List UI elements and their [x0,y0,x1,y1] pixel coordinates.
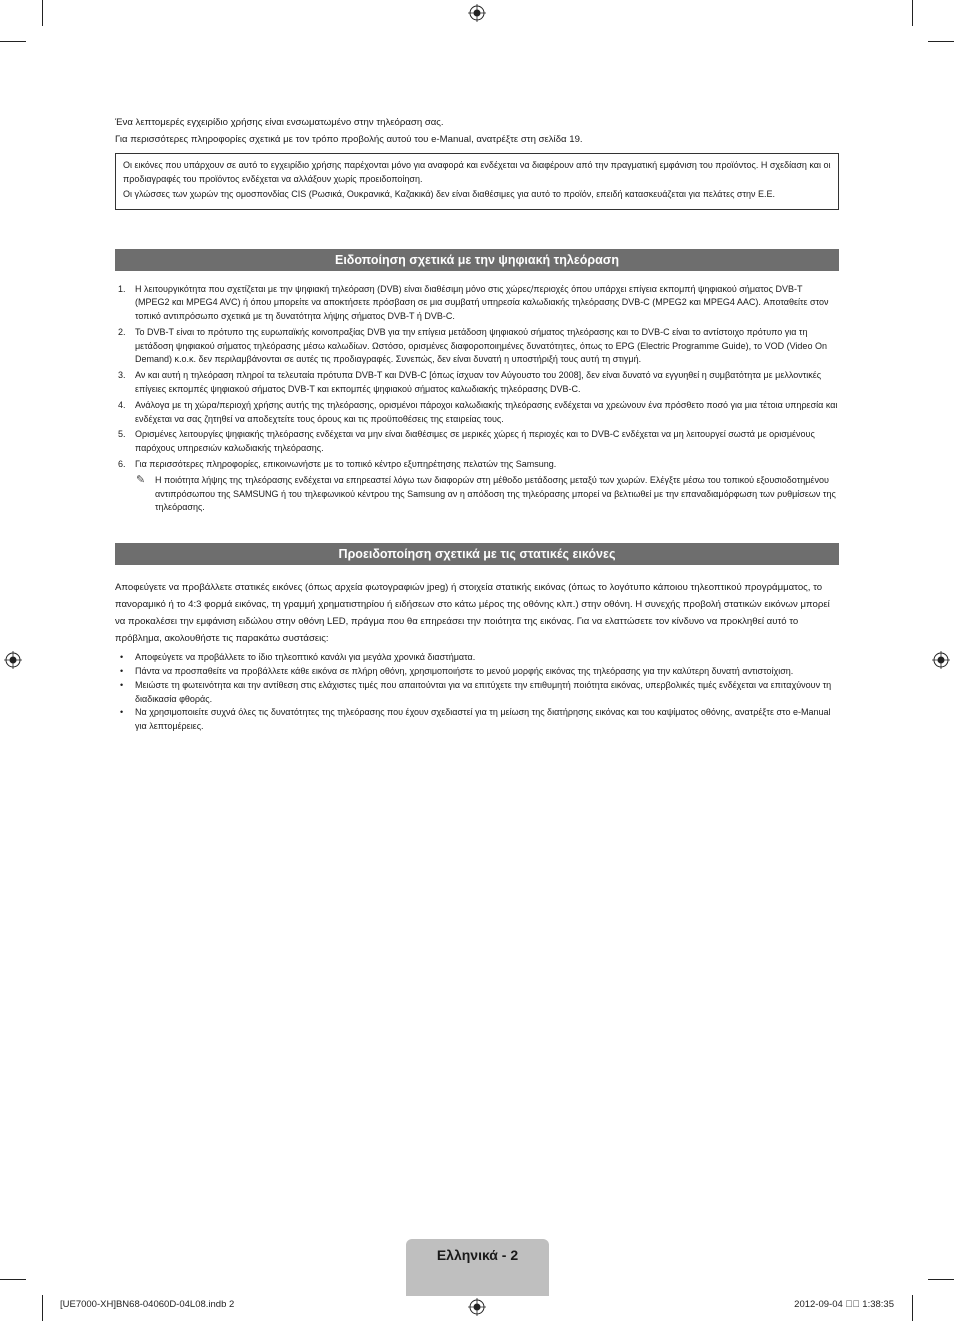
crop-mark [928,41,954,42]
footer-timestamp: 2012-09-04 ￿￿ 1:38:35 [794,1299,894,1310]
page-number-tab [406,1239,549,1296]
list-item [115,369,839,397]
crop-mark [928,1279,954,1280]
item-text: Πάντα να προσπαθείτε να προβάλλετε κάθε εικόνα σε πλήρη οθόνη, χρησιμοποιήστε το μενού μορφής εικόνας της τηλεόρασης για την καλύτερη δυνατή αντιστοίχιση. [135,666,794,677]
list-item [115,283,839,324]
item-number: 6. [118,459,126,470]
numbered-list [115,283,839,472]
warning-paragraph: Αποφεύγετε να προβάλλετε στατικές εικόνες (όπως αρχεία φωτογραφιών jpeg) ή στοιχεία στατικής εικόνας (όπως το λογότυπο κάποιου τηλεοπτικού προγράμματος, το πανοραμικό ή το 4:3 φορμά εικόνας, τη γραμμή χρηματιστηρίου ή ειδήσεων στο κάτω μέρος της οθόνης κλπ.) στην οθόνη. Η συνεχής προβολή στατικών εικόνων μπορεί να προκαλέσει την εμφάνιση ειδώλου στην οθόνη LED, πράγμα που θα επηρεάσει την ποιότητα της εικόνας. Για να ελαττώσετε τον κίνδυνο να προκληθεί αυτό το πρόβλημα, ακολουθήστε τις παρακάτω συστάσεις: [115,582,830,645]
crop-mark [912,1295,913,1321]
item-number: 1. [118,283,126,294]
item-text: Για περισσότερες πληροφορίες, επικοινωνήστε με το τοπικό κέντρο εξυπηρέτησης πελατών της Samsung. [135,459,557,470]
item-text: Αν και αυτή η τηλεόραση πληροί τα τελευταία πρότυπα DVB-T και DVB-C [όπως ίσχυαν τον Αύγουστο του 2008], δεν είναι δυνατό να εγγυηθεί η συμβατότητα με μελλοντικές επίγειες εκπομπές ψηφιακού σήματος DVB-T και εκπομπές ψηφιακού σήματος καλωδιακής τηλεόρασης DVB-C. [135,370,822,395]
list-item [115,679,839,707]
section-heading: Ειδοποίηση σχετικά με την ψηφιακή τηλεόραση [115,249,839,271]
item-text: Η λειτουργικότητα που σχετίζεται με την ψηφιακή τηλεόραση (DVB) είναι διαθέσιμη μόνο στις χώρες/περιοχές όπου υπάρχει επίγεια εκπομπή ψηφιακού σήματος DVB-T (MPEG2 και MPEG4 AVC) ή όπου μπορείτε να αποκτήσετε πρόσβαση σε μια συμβατή υπηρεσία καλωδιακής τηλεόρασης DVB-C (MPEG2 και MPEG4 AAC). Αποταθείτε στον τοπικό αντιπρόσωπο σχετικά με τη δυνατότητα λήψης σήματος DVB-T ή DVB-C. [135,283,829,322]
list-item [115,326,839,367]
page-number: Ελληνικά - 2 [436,1247,519,1263]
list-item [115,428,839,456]
crop-mark [0,1279,26,1280]
crop-mark [0,41,26,42]
bullet-icon: • [120,652,124,663]
bullet-icon: • [120,666,124,677]
crop-mark [42,0,43,26]
registration-mark-icon [932,651,950,669]
sub-note [115,474,839,515]
list-item [115,651,839,665]
registration-mark-icon [4,651,22,669]
page-content [115,116,839,734]
item-text: Το DVB-T είναι το πρότυπο της ευρωπαϊκής κοινοπραξίας DVB για την επίγεια μετάδοση ψηφιακού σήματος τηλεόρασης και το DVB-C είναι το αντίστοιχο πρότυπο για τη μετάδοση ψηφιακού σήματος τηλεόρασης μέσω καλωδίων. Ωστόσο, ορισμένες διαφοροποιημένες δυνατότητες, όπως το EPG (Electric Programme Guide), το VOD (Video On Demand) κ.ο.κ. δεν περιλαμβάνονται σε αυτές τις προδιαγραφές. Συνεπώς, δεν είναι δυνατή η υποστήριξή τους αυτή τη στιγμή. [135,326,827,365]
section-heading: Προειδοποίηση σχετικά με τις στατικές εικόνες [115,543,839,565]
item-text: Αποφεύγετε να προβάλλετε το ίδιο τηλεοπτικό κανάλι για μεγάλα χρονικά διαστήματα. [135,652,476,663]
notice-box [115,153,839,210]
item-text: Ορισμένες λειτουργίες ψηφιακής τηλεόρασης ενδέχεται να μην είναι διαθέσιμες σε μερικές χώρες ή περιοχές και το DVB-C ενδέχεται να μη λειτουργεί σωστά με ορισμένους παρόχους υπηρεσιών καλωδιακής τηλεόρασης. [135,429,815,454]
footer-file-info: [UE7000-XH]BN68-04060D-04L08.indb 2 [60,1299,235,1310]
item-number: 3. [118,370,126,381]
item-text: Μειώστε τη φωτεινότητα και την αντίθεση στις ελάχιστες τιμές που απαιτούνται για να επιτύχετε την επιθυμητή ποιότητα εικόνας, υπερβολικές τιμές ενδέχεται να επιταχύνουν τη διαδικασία φθοράς. [135,679,832,704]
crop-mark [42,1295,43,1321]
bullet-icon: • [120,679,124,690]
registration-mark-icon [468,4,486,22]
pencil-icon: ✎ [136,473,146,486]
bullet-list [115,651,839,734]
item-number: 5. [118,429,126,440]
intro-line: Για περισσότερες πληροφορίες σχετικά με τον τρόπο προβολής αυτού του e-Manual, ανατρέξτε στη σελίδα 19. [115,134,583,145]
intro-line: Ένα λεπτομερές εγχειρίδιο χρήσης είναι ενσωματωμένο στην τηλεόραση σας. [115,117,444,128]
registration-mark-icon [468,1298,486,1316]
list-item [115,458,839,472]
bullet-icon: • [120,707,124,718]
sub-note-text: Η ποιότητα λήψης της τηλεόρασης ενδέχεται να επηρεαστεί λόγω των διαφορών στη μέθοδο μετάδοσης μεταξύ των χωρών. Ελέγξτε μέσω του τοπικού εξουσιοδοτημένου αντιπρόσωπου της SAMSUNG ή του τηλεφωνικού κέντρου της Samsung αν η απόδοση της τηλεόρασης μπορεί να βελτιωθεί με την επαναδιαμόρφωση των ρυθμίσεων της τηλεόρασης. [155,474,836,513]
item-text: Να χρησιμοποιείτε συχνά όλες τις δυνατότητες της τηλεόρασης που έχουν σχεδιαστεί για τη μείωση της διατήρησης εικόνας και του καψίματος οθόνης, ανατρέξτε στο e-Manual για λεπτομέρειες. [135,707,831,732]
item-number: 2. [118,326,126,337]
notice-text: Οι γλώσσες των χωρών της ομοσπονδίας CIS (Ρωσικά, Ουκρανικά, Καζακικά) δεν είναι διαθέσιμες για αυτό το προϊόν, επειδή κατασκευάζεται για πελάτες στην Ε.Ε. [123,189,776,199]
crop-mark [912,0,913,26]
list-item [115,665,839,679]
item-text: Ανάλογα με τη χώρα/περιοχή χρήσης αυτής της τηλεόρασης, ορισμένοι πάροχοι καλωδιακής τηλεόρασης ενδέχεται να χρεώνουν ένα πρόσθετο ποσό για μια τέτοια υπηρεσία και ενδέχεται να σας ζητηθεί να αποδεχτείτε τους όρους και τις προϋποθέσεις της εταιρείας τους. [135,399,838,424]
intro [115,116,839,147]
item-number: 4. [118,399,126,410]
list-item [115,706,839,734]
notice-text: Οι εικόνες που υπάρχουν σε αυτό το εγχειρίδιο χρήσης παρέχονται μόνο για αναφορά και ενδέχεται να διαφέρουν από την πραγματική εμφάνιση του προϊόντος. Η σχεδίαση και οι προδιαγραφές του προϊόντος ενδέχεται να αλλάξουν χωρίς προειδοποίηση. [123,160,831,184]
list-item [115,399,839,427]
